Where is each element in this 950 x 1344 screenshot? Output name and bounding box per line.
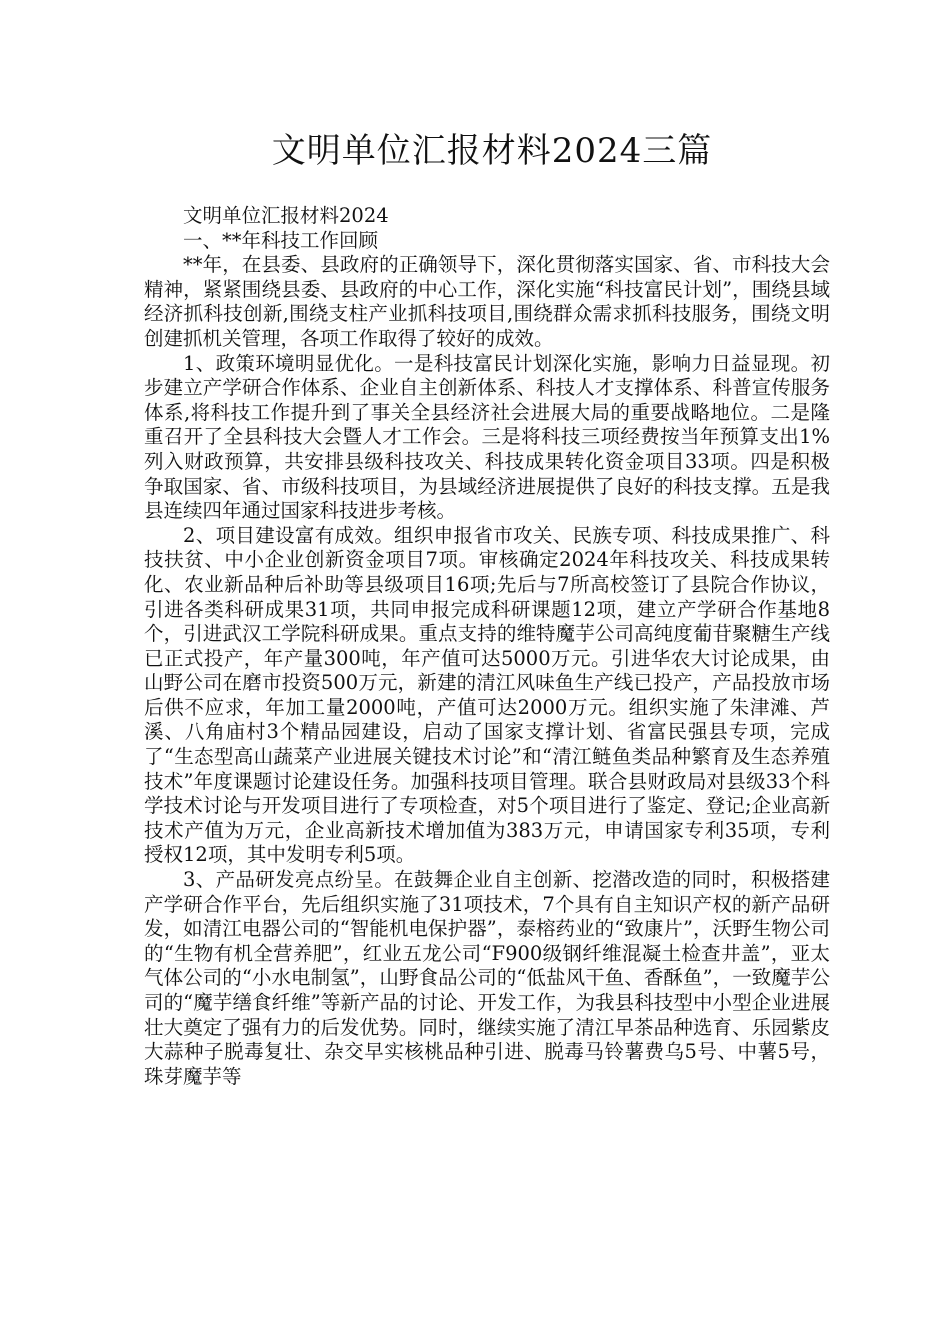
paragraph-intro: **年，在县委、县政府的正确领导下，深化贯彻落实国家、省、市科技大会精神，紧紧围绕县委、县政府的中心工作，深化实施“科技富民计划”，围绕县域经济抓科技创新,围绕支柱产业抓科技项目,围绕群众需求抓科技服务，围绕文明创建抓机关管理，各项工作取得了较好的成效。 <box>144 253 830 350</box>
subtitle-line: 文明单位汇报材料2024 <box>183 204 389 227</box>
paragraph-projects: 2、项目建设富有成效。组织申报省市攻关、民族专项、科技成果推广、科技扶贫、中小企业创新资金项目7项。审核确定2024年科技攻关、科技成果转化、农业新品种后补助等县级项目16项;先后与7所高校签订了县院合作协议，引进各类科研成果31项，共同申报完成科研课题12项，建立产学研合作基地8个，引进武汉工学院科研成果。重点支持的维特魔芋公司高纯度葡苷聚糖生产线已正式投产，年产量300吨，年产值可达5000万元。引进华农大讨论成果，由山野公司在磨市投资500万元，新建的清江风味鱼生产线已投产，产品投放市场后供不应求，年加工量2000吨，产值可达2000万元。组织实施了朱津滩、芦溪、八角庙村3个精品园建设，启动了国家支撑计划、省富民强县专项，完成了“生态型高山蔬菜产业进展关键技术讨论”和“清江鲢鱼类品种繁育及生态养殖技术”年度课题讨论建设任务。加强科技项目管理。联合县财政局对县级33个科学技术讨论与开发项目进行了专项检查，对5个项目进行了鉴定、登记;企业高新技术产值为万元，企业高新技术增加值为383万元，申请国家专利35项，专利授权12项，其中发明专利5项。 <box>144 523 830 867</box>
section-heading: 一、**年科技工作回顾 <box>183 228 379 252</box>
document-body <box>144 204 830 1089</box>
paragraph-policy: 1、政策环境明显优化。一是科技富民计划深化实施，影响力日益显现。初步建立产学研合作体系、企业自主创新体系、科技人才支撑体系、科普宣传服务体系,将科技工作提升到了事关全县经济社会进展大局的重要战略地位。二是隆重召开了全县科技大会暨人才工作会。三是将科技三项经费按当年预算支出1%列入财政预算，共安排县级科技攻关、科技成果转化资金项目33项。四是积极争取国家、省、市级科技项目，为县域经济进展提供了良好的科技支撑。五是我县连续四年通过国家科技进步考核。 <box>144 351 830 523</box>
document-title: 文明单位汇报材料2024三篇 <box>271 131 713 171</box>
paragraph-products: 3、产品研发亮点纷呈。在鼓舞企业自主创新、挖潜改造的同时，积极搭建产学研合作平台，先后组织实施了31项技术，7个具有自主知识产权的新产品研发，如清江电器公司的“智能机电保护器”，泰榕药业的“致康片”，沃野生物公司的“生物有机全营养肥”，红业五龙公司“F900级钢纤维混凝土检查井盖”，亚太气体公司的“小水电制氢”，山野食品公司的“低盐风干鱼、香酥鱼”，一致魔芋公司的“魔芋缮食纤维”等新产品的讨论、开发工作，为我县科技型中小型企业进展壮大奠定了强有力的后发优势。同时，继续实施了清江早茶品种选育、乐园紫皮大蒜种子脱毒复壮、杂交早实核桃品种引进、脱毒马铃薯费乌5号、中薯5号，珠芽魔芋等 <box>144 868 830 1088</box>
